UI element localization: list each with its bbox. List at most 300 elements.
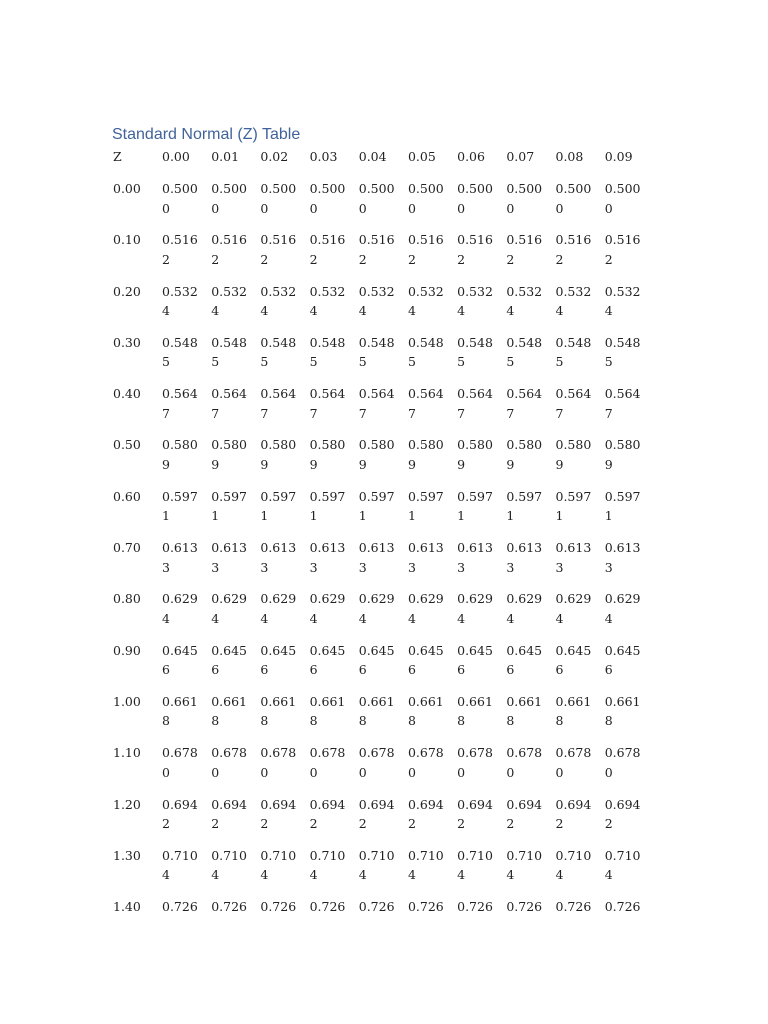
probability-value: 0.5000 [260, 181, 297, 216]
probability-value: 0.6133 [506, 540, 543, 575]
probability-value: 0.5485 [358, 334, 395, 370]
probability-cell [556, 734, 605, 785]
probability-cell [457, 478, 506, 529]
probability-cell [457, 170, 506, 221]
probability-cell [506, 478, 555, 529]
probability-cell [211, 375, 260, 426]
probability-value: 0.6942 [407, 796, 444, 832]
probability-cell [408, 632, 457, 683]
probability-cell [506, 786, 555, 837]
probability-value: 0.7104 [162, 847, 198, 883]
probability-cell [605, 837, 654, 888]
probability-value: 0.6780 [457, 745, 493, 780]
probability-value: 0.6133 [162, 540, 198, 575]
probability-value: 0.5485 [407, 334, 444, 370]
probability-cell [457, 273, 506, 324]
probability-value: 0.726 [309, 899, 346, 915]
probability-cell [260, 888, 309, 939]
probability-cell [211, 888, 260, 939]
table-row [113, 375, 654, 426]
probability-value: 0.5162 [309, 232, 346, 267]
probability-value: 0.5809 [604, 437, 641, 472]
probability-cell [605, 170, 654, 221]
probability-cell [310, 478, 359, 529]
probability-value: 0.6942 [211, 796, 247, 832]
probability-cell [359, 888, 408, 939]
z-value-cell: 0.20 [113, 283, 141, 299]
probability-value: 0.5971 [555, 488, 592, 524]
probability-value: 0.6456 [309, 642, 346, 678]
probability-value: 0.6942 [162, 796, 198, 832]
probability-cell [260, 837, 309, 888]
probability-value: 0.6294 [162, 591, 198, 626]
probability-cell [211, 632, 260, 683]
probability-value: 0.5809 [407, 437, 444, 472]
table-row [113, 580, 654, 631]
probability-cell [260, 426, 309, 477]
probability-cell [359, 734, 408, 785]
probability-value: 0.5647 [358, 386, 395, 421]
probability-value: 0.5162 [407, 232, 444, 267]
probability-value: 0.5647 [604, 386, 641, 421]
probability-value: 0.7104 [457, 847, 493, 883]
probability-value: 0.5324 [162, 283, 198, 319]
probability-cell [457, 375, 506, 426]
probability-cell [556, 786, 605, 837]
z-value-cell: 0.70 [113, 540, 141, 556]
table-row [113, 632, 654, 683]
probability-cell [211, 170, 260, 221]
probability-value: 0.5162 [604, 232, 641, 267]
probability-value: 0.726 [260, 899, 297, 915]
probability-cell [260, 683, 309, 734]
probability-cell [457, 426, 506, 477]
probability-value: 0.5485 [211, 334, 247, 370]
probability-value: 0.5000 [604, 181, 641, 216]
probability-value: 0.6133 [211, 540, 247, 575]
probability-cell [211, 837, 260, 888]
probability-cell [211, 786, 260, 837]
probability-cell [506, 632, 555, 683]
probability-cell [260, 580, 309, 631]
probability-cell [605, 375, 654, 426]
table-row [113, 221, 654, 272]
probability-cell [408, 734, 457, 785]
probability-cell [260, 221, 309, 272]
probability-value: 0.6456 [604, 642, 641, 678]
probability-value: 0.6294 [604, 591, 641, 626]
probability-cell [162, 170, 211, 221]
probability-value: 0.5485 [162, 334, 198, 370]
probability-value: 0.6780 [555, 745, 592, 780]
probability-cell [359, 375, 408, 426]
z-value-cell: 0.40 [113, 386, 141, 402]
table-row [113, 888, 654, 939]
column-header: 0.00 [162, 149, 190, 164]
probability-value: 0.5809 [309, 437, 346, 472]
probability-cell [408, 786, 457, 837]
probability-value: 0.5647 [555, 386, 592, 421]
probability-cell [506, 529, 555, 580]
probability-value: 0.5000 [162, 181, 198, 216]
probability-value: 0.5000 [407, 181, 444, 216]
probability-cell [506, 888, 555, 939]
table-row [113, 529, 654, 580]
probability-value: 0.6942 [457, 796, 493, 832]
probability-cell [359, 170, 408, 221]
z-table-body [113, 147, 654, 939]
probability-cell [162, 426, 211, 477]
probability-cell [162, 786, 211, 837]
probability-value: 0.6294 [211, 591, 247, 626]
probability-value: 0.5000 [211, 181, 247, 216]
probability-value: 0.5485 [260, 334, 297, 370]
probability-value: 0.6294 [260, 591, 297, 626]
probability-cell [211, 478, 260, 529]
probability-cell [605, 888, 654, 939]
probability-cell [359, 426, 408, 477]
probability-cell [310, 837, 359, 888]
probability-value: 0.6942 [260, 796, 297, 832]
z-value-cell: 0.50 [113, 437, 141, 453]
probability-cell [605, 273, 654, 324]
probability-value: 0.6294 [358, 591, 395, 626]
probability-value: 0.7104 [309, 847, 346, 883]
probability-cell [359, 683, 408, 734]
probability-value: 0.5647 [211, 386, 247, 421]
probability-cell [457, 888, 506, 939]
probability-cell [408, 529, 457, 580]
probability-value: 0.7104 [555, 847, 592, 883]
table-row [113, 273, 654, 324]
probability-cell [211, 529, 260, 580]
probability-cell [457, 632, 506, 683]
probability-cell [506, 426, 555, 477]
z-value-cell: 1.30 [113, 847, 141, 863]
table-row [113, 683, 654, 734]
probability-value: 0.5162 [260, 232, 297, 267]
probability-cell [408, 888, 457, 939]
probability-cell [310, 786, 359, 837]
probability-cell [408, 683, 457, 734]
probability-value: 0.5485 [506, 334, 543, 370]
column-header: 0.06 [457, 149, 485, 164]
probability-value: 0.726 [457, 899, 493, 915]
probability-value: 0.6618 [604, 693, 641, 729]
probability-value: 0.6780 [358, 745, 395, 780]
probability-cell [506, 324, 555, 375]
probability-cell [556, 529, 605, 580]
probability-value: 0.5162 [211, 232, 247, 267]
z-value-cell: 0.80 [113, 591, 141, 607]
probability-cell [556, 324, 605, 375]
z-value-cell: 1.10 [113, 745, 141, 761]
probability-cell [556, 632, 605, 683]
probability-cell [556, 170, 605, 221]
table-row [113, 478, 654, 529]
probability-cell [260, 478, 309, 529]
probability-value: 0.6456 [260, 642, 297, 678]
probability-cell [211, 273, 260, 324]
column-header: 0.09 [604, 149, 633, 164]
probability-value: 0.5485 [604, 334, 641, 370]
probability-cell [162, 888, 211, 939]
probability-value: 0.6456 [457, 642, 493, 678]
probability-value: 0.6133 [604, 540, 641, 575]
probability-cell [556, 221, 605, 272]
z-value-cell: 1.40 [113, 899, 141, 915]
probability-value: 0.5647 [260, 386, 297, 421]
probability-cell [605, 632, 654, 683]
probability-cell [359, 580, 408, 631]
probability-value: 0.6780 [260, 745, 297, 780]
probability-value: 0.5324 [457, 283, 493, 319]
probability-value: 0.726 [211, 899, 247, 915]
z-value-cell: 0.60 [113, 488, 141, 504]
probability-value: 0.6618 [407, 693, 444, 729]
probability-cell [359, 273, 408, 324]
probability-cell [408, 170, 457, 221]
probability-cell [457, 786, 506, 837]
probability-value: 0.7104 [604, 847, 641, 883]
probability-cell [310, 888, 359, 939]
probability-cell [162, 683, 211, 734]
probability-cell [359, 837, 408, 888]
probability-cell [605, 580, 654, 631]
probability-cell [457, 734, 506, 785]
probability-cell [310, 375, 359, 426]
probability-value: 0.6780 [162, 745, 198, 780]
z-value-cell: 1.00 [113, 693, 141, 709]
probability-value: 0.5485 [309, 334, 346, 370]
probability-cell [457, 837, 506, 888]
column-header: 0.02 [260, 149, 289, 164]
z-value-cell: 1.20 [113, 796, 141, 812]
probability-cell [506, 273, 555, 324]
probability-cell [260, 273, 309, 324]
probability-cell [408, 837, 457, 888]
probability-value: 0.5000 [457, 181, 493, 216]
column-header: 0.05 [407, 149, 436, 164]
probability-cell [260, 170, 309, 221]
probability-cell [162, 837, 211, 888]
probability-value: 0.5971 [260, 488, 297, 524]
probability-value: 0.7104 [260, 847, 297, 883]
probability-value: 0.5809 [260, 437, 297, 472]
probability-cell [556, 426, 605, 477]
probability-value: 0.5162 [162, 232, 198, 267]
probability-value: 0.7104 [407, 847, 444, 883]
probability-value: 0.6294 [506, 591, 543, 626]
probability-value: 0.5000 [555, 181, 592, 216]
probability-cell [408, 478, 457, 529]
probability-value: 0.5162 [506, 232, 543, 267]
probability-value: 0.5324 [260, 283, 297, 319]
probability-value: 0.6456 [358, 642, 395, 678]
probability-cell [211, 683, 260, 734]
probability-value: 0.7104 [211, 847, 247, 883]
probability-cell [310, 273, 359, 324]
probability-value: 0.5485 [555, 334, 592, 370]
probability-cell [162, 221, 211, 272]
probability-cell [506, 837, 555, 888]
probability-cell [260, 529, 309, 580]
probability-cell [211, 426, 260, 477]
probability-cell [310, 324, 359, 375]
z-value-cell: 0.10 [113, 232, 141, 248]
probability-value: 0.5324 [358, 283, 395, 319]
column-header: 0.08 [555, 149, 584, 164]
probability-cell [556, 375, 605, 426]
z-value-cell: 0.30 [113, 334, 141, 350]
probability-cell [408, 324, 457, 375]
table-row [113, 837, 654, 888]
probability-value: 0.6618 [358, 693, 395, 729]
probability-value: 0.6456 [407, 642, 444, 678]
probability-cell [408, 580, 457, 631]
probability-cell [162, 632, 211, 683]
probability-value: 0.6456 [162, 642, 198, 678]
probability-cell [211, 580, 260, 631]
probability-cell [162, 375, 211, 426]
probability-value: 0.5971 [211, 488, 247, 524]
probability-cell [162, 529, 211, 580]
probability-value: 0.6456 [211, 642, 247, 678]
probability-value: 0.6294 [309, 591, 346, 626]
probability-value: 0.6618 [260, 693, 297, 729]
probability-cell [310, 734, 359, 785]
probability-cell [556, 888, 605, 939]
probability-value: 0.6780 [211, 745, 247, 780]
probability-value: 0.5971 [358, 488, 395, 524]
probability-value: 0.5971 [162, 488, 198, 524]
probability-value: 0.6942 [555, 796, 592, 832]
probability-cell [162, 324, 211, 375]
table-row [113, 170, 654, 221]
probability-value: 0.6780 [309, 745, 346, 780]
probability-value: 0.5162 [457, 232, 493, 267]
probability-cell [457, 221, 506, 272]
probability-value: 0.726 [506, 899, 543, 915]
column-header: 0.03 [309, 149, 338, 164]
probability-cell [162, 478, 211, 529]
probability-cell [260, 632, 309, 683]
probability-cell [506, 221, 555, 272]
probability-cell [605, 478, 654, 529]
probability-cell [457, 683, 506, 734]
probability-value: 0.5647 [162, 386, 198, 421]
probability-cell [359, 786, 408, 837]
probability-cell [359, 478, 408, 529]
probability-cell [310, 221, 359, 272]
probability-cell [506, 580, 555, 631]
z-value-cell: 0.90 [113, 642, 141, 658]
probability-value: 0.6942 [309, 796, 346, 832]
probability-value: 0.6942 [506, 796, 543, 832]
probability-value: 0.5000 [506, 181, 543, 216]
probability-cell [556, 273, 605, 324]
probability-value: 0.5485 [457, 334, 493, 370]
column-header: 0.01 [211, 149, 240, 164]
probability-value: 0.5971 [506, 488, 543, 524]
probability-value: 0.6942 [358, 796, 395, 832]
probability-cell [605, 529, 654, 580]
probability-value: 0.6618 [162, 693, 198, 729]
z-table-container [113, 147, 654, 939]
probability-cell [457, 580, 506, 631]
probability-value: 0.6294 [457, 591, 493, 626]
probability-cell [310, 683, 359, 734]
probability-cell [260, 324, 309, 375]
probability-cell [556, 837, 605, 888]
probability-cell [359, 632, 408, 683]
probability-cell [605, 324, 654, 375]
column-header: 0.04 [358, 149, 387, 164]
probability-cell [211, 221, 260, 272]
probability-value: 0.5324 [506, 283, 543, 319]
probability-value: 0.6618 [555, 693, 592, 729]
probability-value: 0.6294 [555, 591, 592, 626]
probability-value: 0.726 [358, 899, 395, 915]
probability-value: 0.726 [555, 899, 592, 915]
z-table [113, 147, 654, 939]
probability-value: 0.5324 [407, 283, 444, 319]
probability-value: 0.726 [162, 899, 198, 915]
probability-value: 0.5647 [457, 386, 493, 421]
probability-cell [310, 580, 359, 631]
probability-value: 0.6133 [555, 540, 592, 575]
probability-value: 0.6456 [555, 642, 592, 678]
probability-cell [260, 786, 309, 837]
probability-value: 0.6942 [604, 796, 641, 832]
probability-value: 0.6618 [211, 693, 247, 729]
probability-value: 0.5809 [211, 437, 247, 472]
probability-cell [408, 375, 457, 426]
probability-value: 0.5000 [309, 181, 346, 216]
probability-value: 0.5809 [506, 437, 543, 472]
probability-cell [605, 221, 654, 272]
probability-value: 0.726 [604, 899, 641, 915]
probability-value: 0.726 [407, 899, 444, 915]
table-row [113, 426, 654, 477]
probability-value: 0.6133 [309, 540, 346, 575]
probability-cell [556, 580, 605, 631]
probability-cell [162, 734, 211, 785]
probability-value: 0.6294 [407, 591, 444, 626]
probability-cell [605, 786, 654, 837]
probability-cell [605, 683, 654, 734]
probability-value: 0.6133 [407, 540, 444, 575]
table-header-row [113, 147, 654, 170]
probability-cell [359, 221, 408, 272]
probability-value: 0.5809 [555, 437, 592, 472]
probability-value: 0.5971 [604, 488, 641, 524]
table-row [113, 324, 654, 375]
probability-value: 0.5324 [211, 283, 247, 319]
probability-value: 0.6456 [506, 642, 543, 678]
probability-cell [260, 375, 309, 426]
table-row [113, 786, 654, 837]
probability-value: 0.6780 [506, 745, 543, 780]
probability-value: 0.5971 [309, 488, 346, 524]
probability-cell [310, 529, 359, 580]
column-header: 0.07 [506, 149, 535, 164]
probability-cell [211, 324, 260, 375]
probability-cell [506, 734, 555, 785]
probability-value: 0.6133 [260, 540, 297, 575]
probability-cell [605, 426, 654, 477]
probability-value: 0.5971 [457, 488, 493, 524]
